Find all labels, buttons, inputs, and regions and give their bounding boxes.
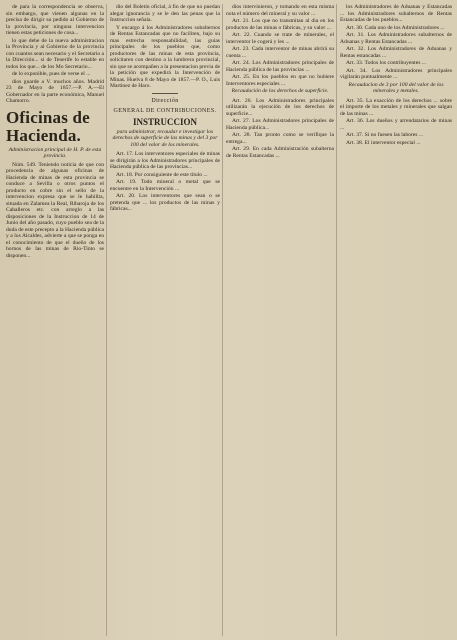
department-heading: Dirección [151, 97, 179, 104]
paragraph: Art. 21. Los que no transmitan al dia en los productos de las minas o fábricas, y su valor ... [226, 18, 334, 31]
column-divider [222, 4, 223, 636]
paragraph: dio del Boletín oficial, á fin de que no puedan alegar ignorancia y se le den las penas que la Instruccion señala. [110, 4, 220, 23]
column-3 [226, 4, 334, 636]
paragraph: los Administradores de Aduanas y Estancadas ... los Administradores subalternos de Rentas Estancadas de los pueblos... [340, 4, 452, 23]
paragraph: Art. 33. Todos los contribuyentes ... [346, 60, 426, 66]
paragraph: Art. 18. Por consiguiente de este título ... [116, 171, 208, 178]
column-divider [106, 4, 107, 636]
paragraph: Art. 38. El interventor especial ... [346, 139, 421, 146]
paragraph: Art. 22. Cuando se trate de minerales, el interventor le cogerá y les ... [226, 32, 334, 45]
paragraph: dios intervinieron, y tomando en esta misma nota el número del mineral y su valor ... [226, 4, 334, 17]
paragraph: Art. 19. Todo mineral o metal que se encuentre en la Intervención ... [110, 179, 220, 192]
paragraph: Art. 34. Los Administradores principales vigilarán puntualmente ... [340, 67, 452, 80]
paragraph: Art. 31. Los Administradores subalternos de Aduanas y Rentas Estancadas ... [340, 32, 452, 45]
column-2 [110, 4, 220, 636]
section-heading: Recaudacion de 3 por 100 del valor de los minerales y metales. [348, 81, 444, 94]
paragraph: Art. 36. Los dueños y arrendatarios de minas ... [340, 118, 452, 131]
closing-signature: dios guarde a V. muchos años. Madrid 23 de Mayo de 1857.—P. A.—El Gobernador en la parte económica, Manuel Chamorro. [6, 78, 104, 104]
paragraph: Y encargo á los Administradores subalternos de Rentas Estancadas que no faciliten, bajo su mas estrecha responsabilidad, las guias principales de los pueblos que, como productores de las minas de esta provincia, solicitaren con destino a la lumbrera provincial, sin que se acompañen a la presentacion previa de la petición que expedirá la Intervención de Minas. Huelva 8 de Mayo de 1857.—P. O., Luis Martinez de Haro. [110, 24, 220, 89]
section-heading: Recaudación de los derechos de superficie. [231, 88, 329, 94]
section-title: Oficinas de Hacienda. [6, 107, 90, 145]
paragraph: Art. 37. Si no fuesen las labores ... [346, 132, 424, 138]
paragraph: Art. 23. Cada interventor de minas abrirá su cuenta ... [226, 46, 334, 59]
paragraph: Art. 32. Los Administradores de Aduanas y Rentas estancadas ... [340, 46, 452, 59]
department-name: GENERAL DE CONTRIBUCIONES. [113, 108, 217, 114]
paragraph: de para la correspondencia se observa, sin embargo, que vienen algunas en la precisa de dirigir su pedido al Gobierno de la provincia, por ninguna intervencion tienen estas peticiones de cosa... [6, 4, 104, 36]
column-1 [6, 4, 104, 636]
paragraph: Art. 25. En los pueblos en que no hubiere Interventores especiales ... [226, 74, 334, 87]
paragraph: lo que debe de la nueva administracion la Provincia y al Gobierno de la provincia con cuantos sean necesario y el Secretario a la Dirección... si de Tenerife lo estable en todos los que... de los Mo Secretario... [6, 37, 104, 70]
paragraph: Art. 30. Cada uno de los Administradores ... [346, 24, 445, 31]
paragraph: Art. 26. Los Administradores principales utilizarán la ejecución de los derechos de superficie... [226, 97, 334, 117]
paragraph: Art. 17. Los interventores especiales de minas se dirigirán a los Administradores principales de Hacienda pública de las provincias... [110, 151, 220, 170]
paragraph: Art. 29. En cada Administración subalterna de Rentas Estancadas ... [226, 146, 334, 159]
paragraph: de lo exponible, pues de verse el ... [12, 71, 91, 77]
paragraph: Art. 24. Los Administradores principales de Hacienda pública de las provincias ... [226, 60, 334, 73]
instruction-subtitle: para administrar, recaudar e investigar los derechos de superficie de las minas y del 3 por 100 del valor de los minerales. [112, 128, 218, 148]
column-divider [336, 4, 337, 636]
paragraph: Núm. 549. Teniendo noticia de que con procedencia de algunas oficinas de Hacienda de minas de esta provincia se conduce a Sevilla o otros puntos el producto en cobre sin el sello de la intervencion expresa que se le habilita, situada en Zalamea la Real, Ribaroja de los Caballeros etc. con arreglo a las disposiciones de la Instruccion de 14 de Junio del año pasado, cuyo pueblo sea de la duda de este precepto a la Hacienda pública y a los Alcaldes, advierte a que se ponga en el conocimiento de que el dueño de los hornos de las minas de Rio-Tinto se disponen... [6, 161, 104, 259]
instruction-title: INSTRUCCION [132, 116, 197, 127]
divider [152, 93, 178, 94]
column-4 [340, 4, 452, 636]
paragraph: Art. 28. Tan pronto como se verifique la entrega... [226, 132, 334, 145]
paragraph: Art. 27. Los Administradores principales de Hacienda pública... [226, 118, 334, 131]
paragraph: Art. 20. Los interventores que sean o se pretenda que ... los productos de las minas y fábricas... [110, 193, 220, 212]
paragraph: Art. 35. La exacción de los derechos ... sobre el importe de los metales y minerales que salgan de las minas ... [340, 97, 452, 117]
section-subtitle: Administracion principal de H. P. de esta provincia. [8, 146, 102, 159]
